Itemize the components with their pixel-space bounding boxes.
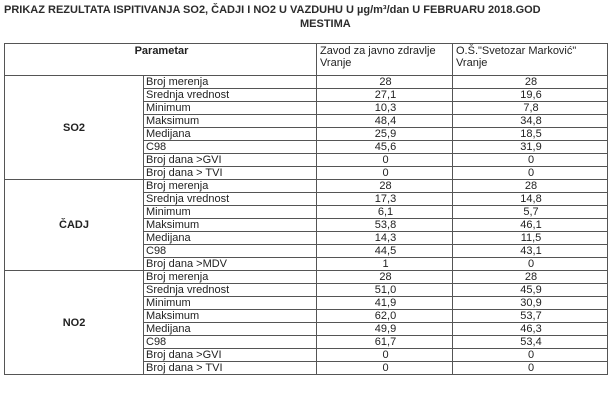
zavod-value: 28 [317,180,453,193]
zavod-value: 48,4 [317,115,453,128]
results-table [4,43,608,375]
zavod-value: 1 [317,258,453,271]
skola-value: 45,9 [453,284,608,297]
title-line-1: PRIKAZ REZULTATA ISPITIVANJA SO2, ČADJI I NO2 U VAZDUHU U µg/m³/dan U FEBRUARU 2018.GOD [4,4,541,16]
row-label: Medijana [144,232,317,245]
zavod-value: 0 [317,349,453,362]
skola-value: 46,1 [453,219,608,232]
row-label: Maksimum [144,115,317,128]
row-label: Broj dana > TVI [144,167,317,180]
row-label: Minimum [144,102,317,115]
skola-value: 0 [453,362,608,375]
page-title [4,3,611,31]
zavod-value: 61,7 [317,336,453,349]
skola-value: 31,9 [453,141,608,154]
zavod-value: 0 [317,167,453,180]
zavod-value: 10,3 [317,102,453,115]
skola-value: 34,8 [453,115,608,128]
skola-value: 11,5 [453,232,608,245]
zavod-value: 14,3 [317,232,453,245]
zavod-value: 6,1 [317,206,453,219]
row-label: Broj merenja [144,76,317,89]
row-label: Minimum [144,297,317,310]
skola-value: 53,4 [453,336,608,349]
parameter-name: NO2 [5,271,144,375]
skola-value: 46,3 [453,323,608,336]
zavod-value: 44,5 [317,245,453,258]
skola-value: 18,5 [453,128,608,141]
title-line-2: MESTIMA [300,18,351,30]
skola-value: 7,8 [453,102,608,115]
zavod-value: 27,1 [317,89,453,102]
row-label: Medijana [144,323,317,336]
skola-value: 30,9 [453,297,608,310]
zavod-value: 28 [317,76,453,89]
row-label: Broj dana >MDV [144,258,317,271]
zavod-value: 41,9 [317,297,453,310]
table-row [5,76,608,89]
parametar-header: Parametar [5,44,317,76]
table-row [5,180,608,193]
row-label: Srednja vrednost [144,89,317,102]
row-label: C98 [144,336,317,349]
table-body [5,76,608,375]
zavod-value: 0 [317,362,453,375]
skola-value: 28 [453,76,608,89]
row-label: Srednja vrednost [144,284,317,297]
parameter-name: ČADJ [5,180,144,271]
skola-value: 28 [453,180,608,193]
skola-value: 0 [453,154,608,167]
row-label: C98 [144,141,317,154]
skola-value: 14,8 [453,193,608,206]
table-row [5,271,608,284]
zavod-value: 62,0 [317,310,453,323]
skola-value: 0 [453,258,608,271]
row-label: Broj dana > TVI [144,362,317,375]
skola-value: 53,7 [453,310,608,323]
row-label: Broj dana >GVI [144,349,317,362]
table-header-row [5,44,608,76]
row-label: Broj dana >GVI [144,154,317,167]
row-label: Maksimum [144,310,317,323]
skola-value: 5,7 [453,206,608,219]
skola-value: 0 [453,349,608,362]
skola-value: 0 [453,167,608,180]
row-label: Srednja vrednost [144,193,317,206]
row-label: Broj merenja [144,180,317,193]
zavod-value: 0 [317,154,453,167]
zavod-value: 17,3 [317,193,453,206]
skola-value: 19,6 [453,89,608,102]
zavod-value: 51,0 [317,284,453,297]
skola-value: 43,1 [453,245,608,258]
skola-column-header: O.Š."Svetozar Marković" Vranje [453,44,608,76]
zavod-column-header: Zavod za javno zdravlje Vranje [317,44,453,76]
zavod-value: 49,9 [317,323,453,336]
row-label: C98 [144,245,317,258]
row-label: Medijana [144,128,317,141]
zavod-value: 45,6 [317,141,453,154]
zavod-value: 28 [317,271,453,284]
row-label: Maksimum [144,219,317,232]
parameter-name: SO2 [5,76,144,180]
zavod-value: 25,9 [317,128,453,141]
row-label: Broj merenja [144,271,317,284]
zavod-value: 53,8 [317,219,453,232]
row-label: Minimum [144,206,317,219]
skola-value: 28 [453,271,608,284]
